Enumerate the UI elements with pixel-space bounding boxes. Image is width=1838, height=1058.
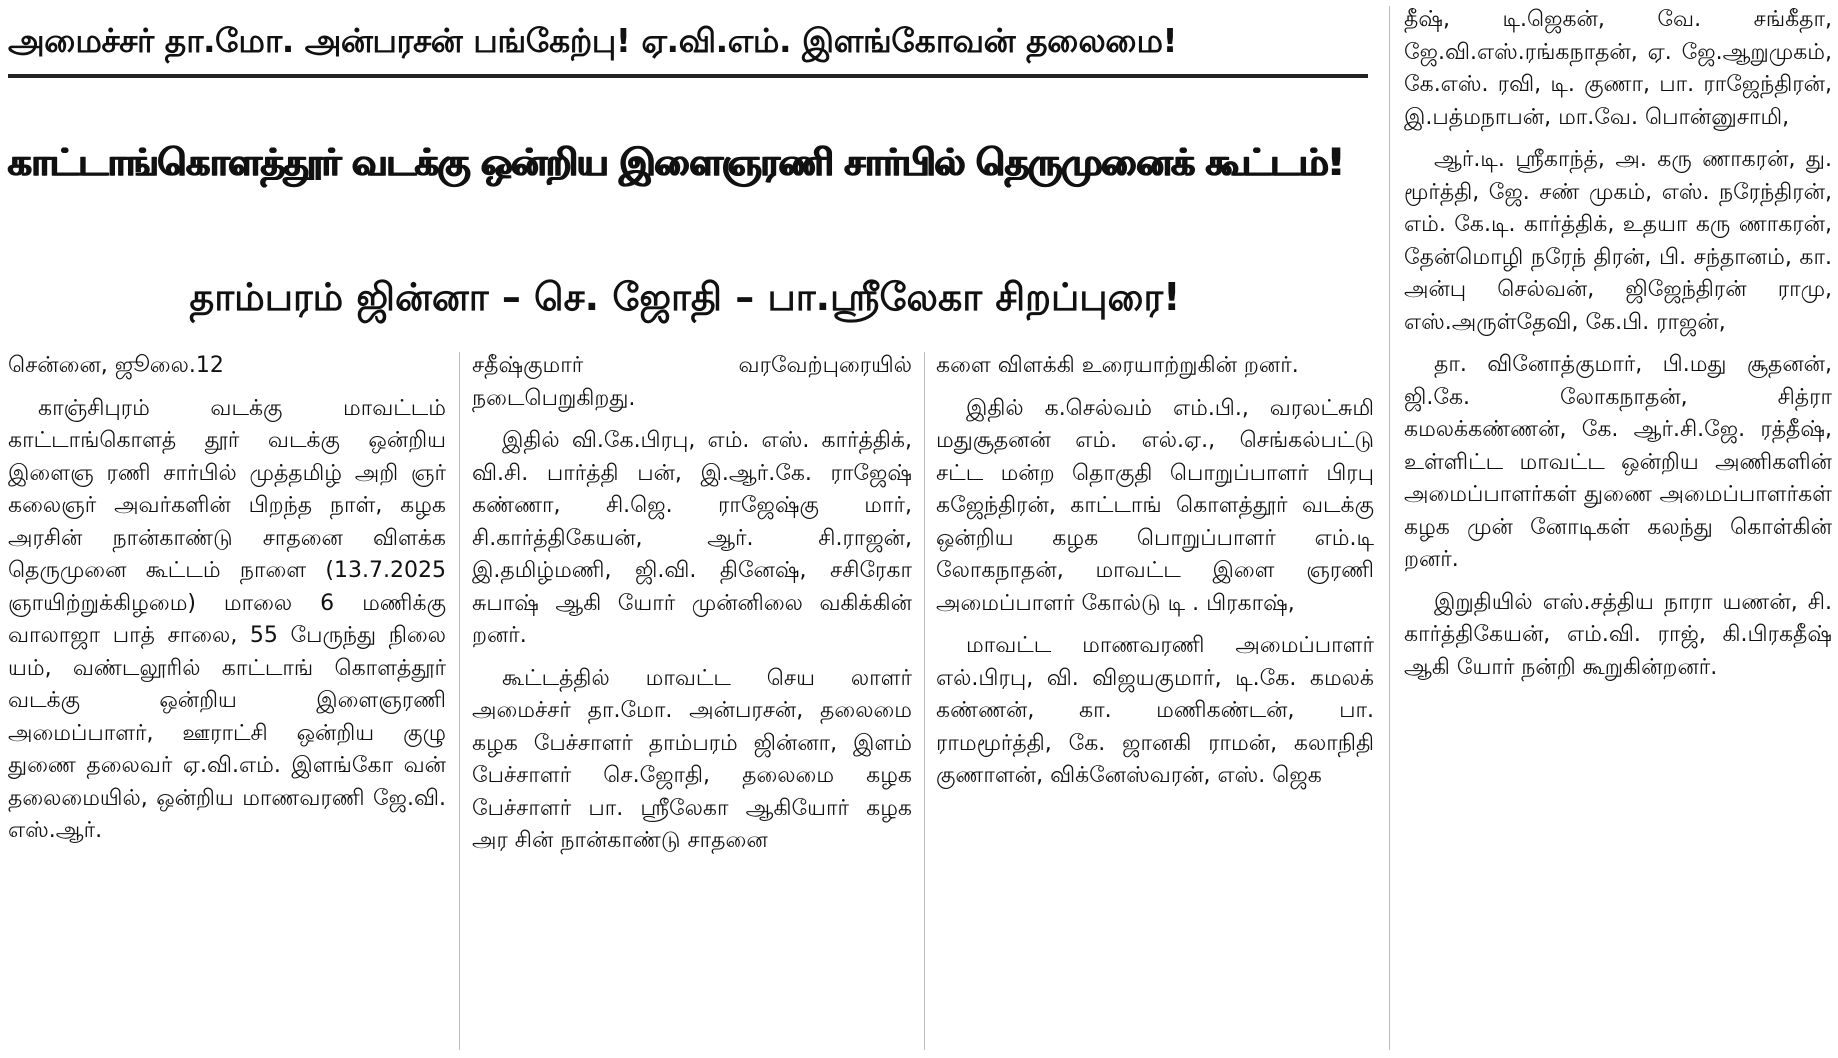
article-paragraph: சதீஷ்குமார் வரவேற்புரையில் நடைபெறுகிறது.	[472, 353, 912, 411]
article-column-4	[1404, 4, 1832, 1054]
article-column-3	[936, 350, 1374, 1050]
article-paragraph: தா. வினோத்குமார், பி.மது சூதனன், ஜி.கே. லோகநாதன், சித்ரா கமலக்கண்ணன், கே. ஆர்.சி.ஜே. ரத்தீஷ், உள்ளிட்ட மாவட்ட ஒன்றிய அணிகளின் அமைப்பாளர்கள் துணை அமைப்பாளர்கள் கழக முன் னோடிகள் கலந்து கொள்கின் றனர்.	[1404, 352, 1832, 572]
article-paragraph: தீஷ், டி.ஜெகன், வே. சங்கீதா, ஜே.வி.எஸ்.ரங்கநாதன், ஏ. ஜே.ஆறுமுகம், கே.எஸ். ரவி, டி. குணா, பா. ராஜேந்திரன், இ.பத்மநாபன், மா.வே. பொன்னுசாமி,	[1404, 7, 1832, 130]
article-paragraph: களை விளக்கி உரையாற்றுகின் றனர்.	[936, 353, 1299, 378]
article-kicker: அமைச்சர் தா.மோ. அன்பரசன் பங்கேற்பு! ஏ.வி.எம். இளங்கோவன் தலைமை!	[8, 8, 1368, 78]
article-paragraph: இறுதியில் எஸ்.சத்திய நாரா யணன், சி. கார்த்திகேயன், எம்.வி. ராஜ், கி.பிரகதீஷ் ஆகி யோர் நன்றி கூறுகின்றனர்.	[1404, 589, 1832, 680]
article-column-1	[8, 350, 446, 1050]
article-column-2	[472, 350, 912, 1050]
column-divider	[924, 352, 925, 1050]
article-paragraph: கூட்டத்தில் மாவட்ட செய லாளர் அமைச்சர் தா.மோ. அன்பரசன், தலைமை கழக பேச்சாளர் தாம்பரம் ஜின்னா, இளம் பேச்சாளர் செ.ஜோதி, தலைமை கழக பேச்சாளர் பா. ஸ்ரீலேகா ஆகியோர் கழக அர சின் நான்காண்டு சாதனை	[472, 665, 912, 853]
column-divider	[459, 352, 460, 1050]
column-divider	[1389, 6, 1390, 1050]
article-paragraph: ஆர்.டி. ஸ்ரீகாந்த், அ. கரு ணாகரன், து. மூர்த்தி, ஜே. சண் முகம், எஸ். நரேந்திரன், எம். கே.டி. கார்த்திக், உதயா கரு ணாகரன், தேன்மொழி நரேந் திரன், பி. சந்தானம், கா. அன்பு செல்வன், ஜிஜேந்திரன் ராமு, எஸ்.அருள்தேவி, கே.பி. ராஜன்,	[1404, 147, 1832, 335]
article-headline: காட்டாங்கொளத்தூர் வடக்கு ஒன்றிய இளைஞரணி சார்பில் தெருமுனைக் கூட்டம்!	[8, 141, 1344, 184]
article-subhead: தாம்பரம் ஜின்னா – செ. ஜோதி – பா.ஸ்ரீலேகா சிறப்புரை!	[189, 275, 1181, 319]
article-dateline: சென்னை, ஜூலை.12	[8, 353, 224, 378]
article-paragraph: காஞ்சிபுரம் வடக்கு மாவட்டம் காட்டாங்கொளத் தூர் வடக்கு ஒன்றிய இளைஞ ரணி சார்பில் முத்தமிழ் அறி ஞர் கலைஞர் அவர்களின் பிறந்த நாள், கழக அரசின் நான்காண்டு சாதனை விளக்க தெருமுனை கூட்டம் நாளை (13.7.2025 ஞாயிற்றுக்கிழமை) மாலை 6 மணிக்கு வாலாஜா பாத் சாலை, 55 பேருந்து நிலை யம், வண்டலூரில் காட்டாங் கொளத்தூர் வடக்கு ஒன்றிய இளைஞரணி அமைப்பாளர், ஊராட்சி ஒன்றிய குழு துணை தலைவர் ஏ.வி.எம். இளங்கோ வன் தலைமையில், ஒன்றிய மாணவரணி ஜே.வி. எஸ்.ஆர்.	[8, 395, 446, 843]
article-paragraph: மாவட்ட மாணவரணி அமைப்பாளர் எல்.பிரபு, வி. விஜயகுமார், டி.கே. கமலக் கண்ணன், கா. மணிகண்டன், பா. ராமமூர்த்தி, கே. ஜானகி ராமன், கலாநிதி குணாளன், விக்னேஸ்வரன், எஸ். ஜெக	[936, 633, 1374, 788]
article-paragraph: இதில் க.செல்வம் எம்.பி., வரலட்சுமி மதுசூதனன் எம். எல்.ஏ., செங்கல்பட்டு சட்ட மன்ற தொகுதி பொறுப்பாளர் பிரபு கஜேந்திரன், காட்டாங் கொளத்தூர் வடக்கு ஒன்றிய கழக பொறுப்பாளர் எம்.டி லோகநாதன், மாவட்ட இளை ஞரணி அமைப்பாளர் கோல்டு டி . பிரகாஷ்,	[936, 395, 1374, 616]
article-paragraph: இதில் வி.கே.பிரபு, எம். எஸ். கார்த்திக், வி.சி. பார்த்தி பன், இ.ஆர்.கே. ராஜேஷ் கண்ணா, சி.ஜெ. ராஜேஷ்கு மார், சி.கார்த்திகேயன், ஆர். சி.ராஜன், இ.தமிழ்மணி, ஜி.வி. தினேஷ், சசிரேகா சுபாஷ் ஆகி யோர் முன்னிலை வகிக்கின் றனர்.	[472, 428, 912, 648]
